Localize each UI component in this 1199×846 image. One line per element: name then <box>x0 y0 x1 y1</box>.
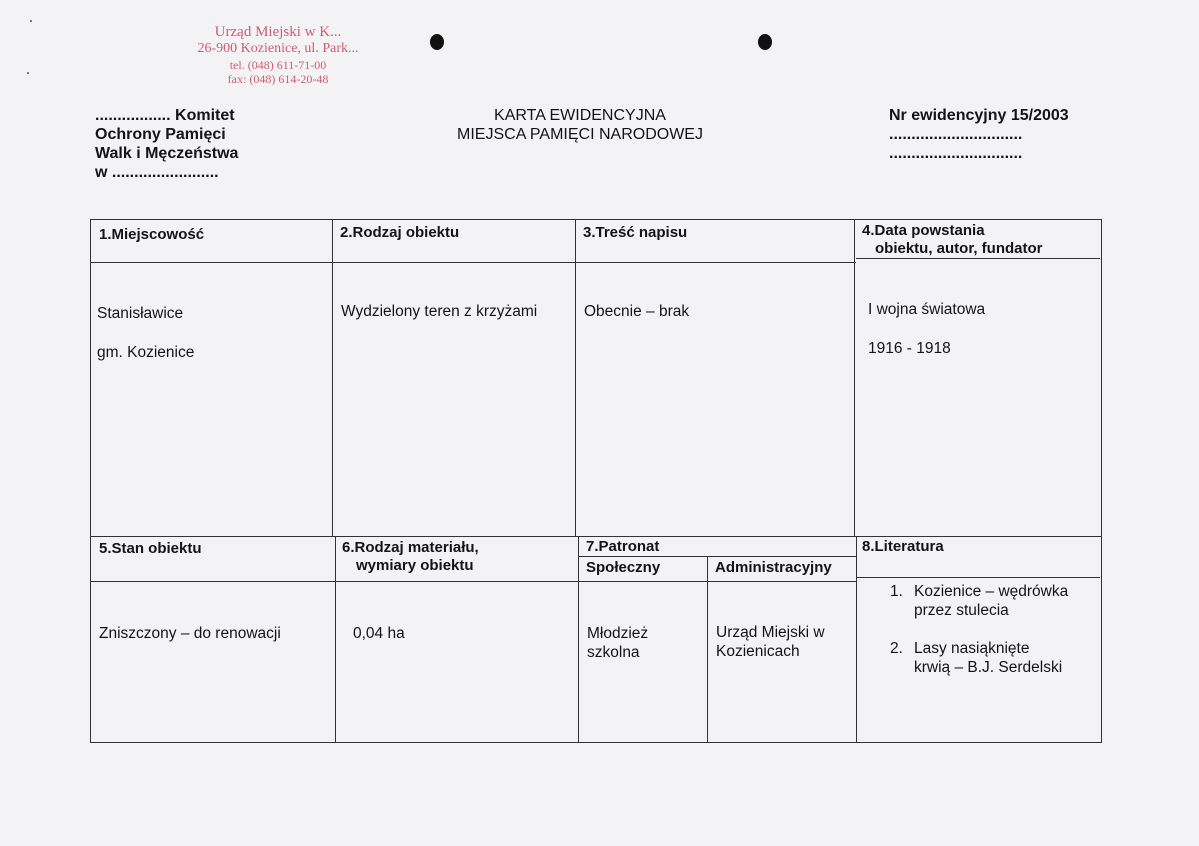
header-patronage-social: Społeczny <box>586 559 661 576</box>
punch-hole-icon <box>430 34 444 50</box>
cell-inscription: Obecnie – brak <box>584 303 690 320</box>
creation-period: I wojna światowa <box>868 301 986 318</box>
header-patronage: 7.Patronat <box>586 538 660 555</box>
locality-name: Stanisławice <box>97 305 184 322</box>
table-rule <box>90 262 856 263</box>
table-rule <box>575 219 576 537</box>
table-rule <box>90 536 1101 537</box>
table-rule <box>707 557 708 742</box>
stamp-line: fax: (048) 614-20-48 <box>227 72 329 87</box>
table-rule <box>854 219 855 537</box>
committee-line: w ........................ <box>95 164 219 181</box>
literature-item <box>884 639 1096 677</box>
committee-block <box>95 106 238 182</box>
cell-locality <box>97 304 194 362</box>
literature-number: 1. <box>890 583 903 600</box>
table-rule <box>335 537 336 742</box>
cell-creation-date <box>868 300 985 358</box>
table-rule <box>856 577 1100 578</box>
scan-speck <box>27 72 29 74</box>
committee-line: Walk i Męczeństwa <box>95 145 239 162</box>
cell-object-type: Wydzielony teren z krzyżami <box>341 303 538 320</box>
stamp-line: tel. (048) 611-71-00 <box>229 57 327 72</box>
literature-line: przez stulecia <box>914 602 1009 619</box>
header-line: obiektu, autor, fundator <box>875 240 1043 257</box>
header-inscription: 3.Treść napisu <box>583 224 688 241</box>
title-line: MIEJSCA PAMIĘCI NARODOWEJ <box>457 126 703 143</box>
cell-line: Kozienicach <box>716 643 800 660</box>
cell-patronage-admin <box>716 623 825 661</box>
stamp-line: 26-900 Kozienice, ul. Park... <box>197 41 359 56</box>
header-line: wymiary obiektu <box>356 557 474 574</box>
cell-condition: Zniszczony – do renowacji <box>99 625 281 642</box>
record-number: Nr ewidencyjny 15/2003 <box>889 107 1069 124</box>
scan-speck <box>30 20 32 22</box>
cell-patronage-social <box>587 624 648 662</box>
header-creation-date <box>862 222 1043 258</box>
table-rule <box>332 219 333 537</box>
cell-line: Młodzież <box>587 625 649 642</box>
header-line: 6.Rodzaj materiału, <box>342 539 479 556</box>
literature-list <box>884 582 1096 677</box>
header-patronage-admin: Administracyjny <box>715 559 832 576</box>
committee-line: Ochrony Pamięci <box>95 126 226 143</box>
table-rule <box>578 556 856 557</box>
header-literature: 8.Literatura <box>862 538 944 555</box>
committee-line: ................. Komitet <box>95 107 235 124</box>
header-condition: 5.Stan obiektu <box>99 540 202 557</box>
creation-years: 1916 - 1918 <box>868 340 951 357</box>
literature-item <box>884 582 1096 620</box>
table-rule <box>90 581 856 582</box>
cell-material: 0,04 ha <box>353 625 405 642</box>
literature-line: Lasy nasiąknięte <box>914 640 1030 657</box>
header-line: 4.Data powstania <box>862 222 985 239</box>
header-material <box>342 539 479 575</box>
document-title <box>420 106 740 144</box>
office-stamp <box>178 23 378 87</box>
locality-commune: gm. Kozienice <box>97 344 195 361</box>
header-locality: 1.Miejscowość <box>99 226 205 243</box>
table-rule <box>578 537 579 742</box>
literature-line: krwią – B.J. Serdelski <box>914 659 1063 676</box>
table-rule <box>856 537 857 742</box>
record-number-block <box>889 106 1069 163</box>
title-line: KARTA EWIDENCYJNA <box>494 107 666 124</box>
cell-line: Urząd Miejski w <box>716 624 825 641</box>
literature-line: Kozienice – wędrówka <box>914 583 1069 600</box>
record-dots: .............................. <box>889 145 1023 162</box>
stamp-line: Urząd Miejski w K... <box>214 24 342 40</box>
record-dots: .............................. <box>889 126 1023 143</box>
table-rule <box>856 258 1100 259</box>
literature-number: 2. <box>890 640 903 657</box>
cell-line: szkolna <box>587 644 640 661</box>
header-object-type: 2.Rodzaj obiektu <box>340 224 460 241</box>
punch-hole-icon <box>758 34 772 50</box>
